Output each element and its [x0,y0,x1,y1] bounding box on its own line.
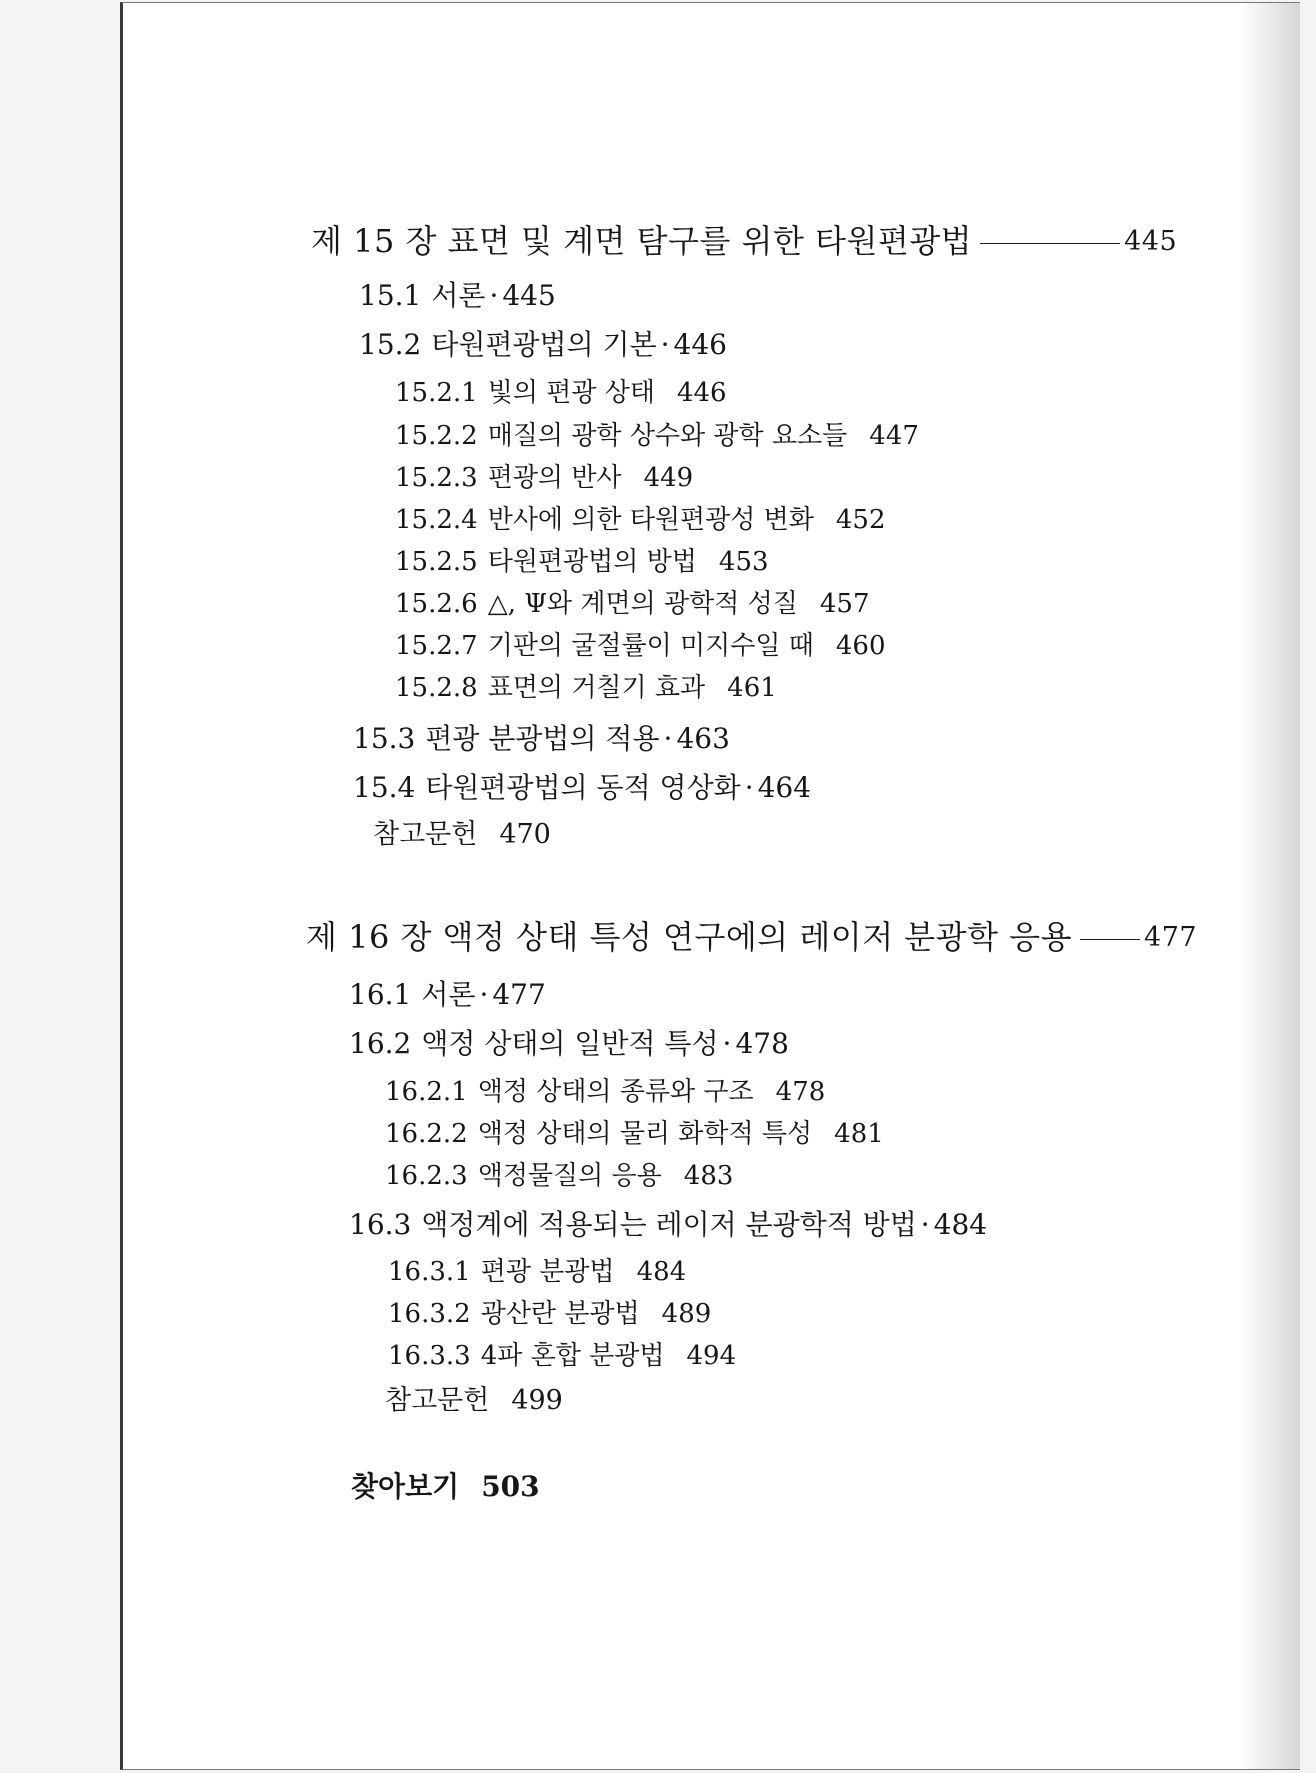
toc-subsection: 15.2.5 타원편광법의 방법 453 [395,547,769,577]
toc-section: 16.3 액정계에 적용되는 레이저 분광학적 방법 · 484 [349,1208,988,1241]
chapter-title: 제 15 장 표면 및 계면 탐구를 위한 타원편광법 [311,222,973,260]
toc-subsection: 16.3.3 4파 혼합 분광법 494 [388,1341,737,1371]
toc-subsection: 16.2.2 액정 상태의 물리 화학적 특성 481 [385,1119,884,1149]
book-page [120,2,1300,1770]
chapter-page: 477 [1144,921,1198,953]
toc-subsection: 16.2.3 액정물질의 응용 483 [385,1161,734,1191]
toc-section: 16.2 액정 상태의 일반적 특성 · 478 [349,1027,789,1060]
toc-subsection: 16.3.2 광산란 분광법 489 [388,1299,712,1329]
toc-subsection: 15.2.7 기판의 굴절률이 미지수일 때 460 [395,631,886,661]
toc-section: 16.1 서론 · 477 [349,978,546,1011]
toc-subsection: 16.2.1 액정 상태의 종류와 구조 478 [385,1077,826,1107]
toc-section: 15.4 타원편광법의 동적 영상화 · 464 [353,771,812,804]
toc-references: 참고문헌 499 [385,1385,563,1416]
page-edge-shadow [1240,3,1300,1769]
toc-subsection: 16.3.1 편광 분광법 484 [388,1257,687,1287]
leader-line [1080,939,1140,940]
chapter-16-heading [306,918,1198,956]
toc-subsection: 15.2.8 표면의 거칠기 효과 461 [395,673,777,703]
toc-subsection: 15.2.4 반사에 의한 타원편광성 변화 452 [395,505,886,535]
toc-subsection: 15.2.2 매질의 광학 상수와 광학 요소들 447 [395,421,919,451]
toc-references: 참고문헌 470 [373,819,551,850]
chapter-page: 445 [1124,225,1178,257]
chapter-15-heading [311,222,1178,260]
toc-section: 15.1 서론 · 445 [359,279,556,312]
leader-line [980,243,1120,244]
toc-index: 찾아보기 503 [351,1470,540,1503]
chapter-title: 제 16 장 액정 상태 특성 연구에의 레이저 분광학 응용 [306,918,1073,956]
toc-subsection: 15.2.3 편광의 반사 449 [395,463,694,493]
toc-section: 15.2 타원편광법의 기본 · 446 [359,328,727,361]
toc-subsection: 15.2.6 △, Ψ와 계면의 광학적 성질 457 [395,589,870,619]
toc-subsection: 15.2.1 빛의 편광 상태 446 [395,378,727,408]
toc-section: 15.3 편광 분광법의 적용 · 463 [353,722,730,755]
